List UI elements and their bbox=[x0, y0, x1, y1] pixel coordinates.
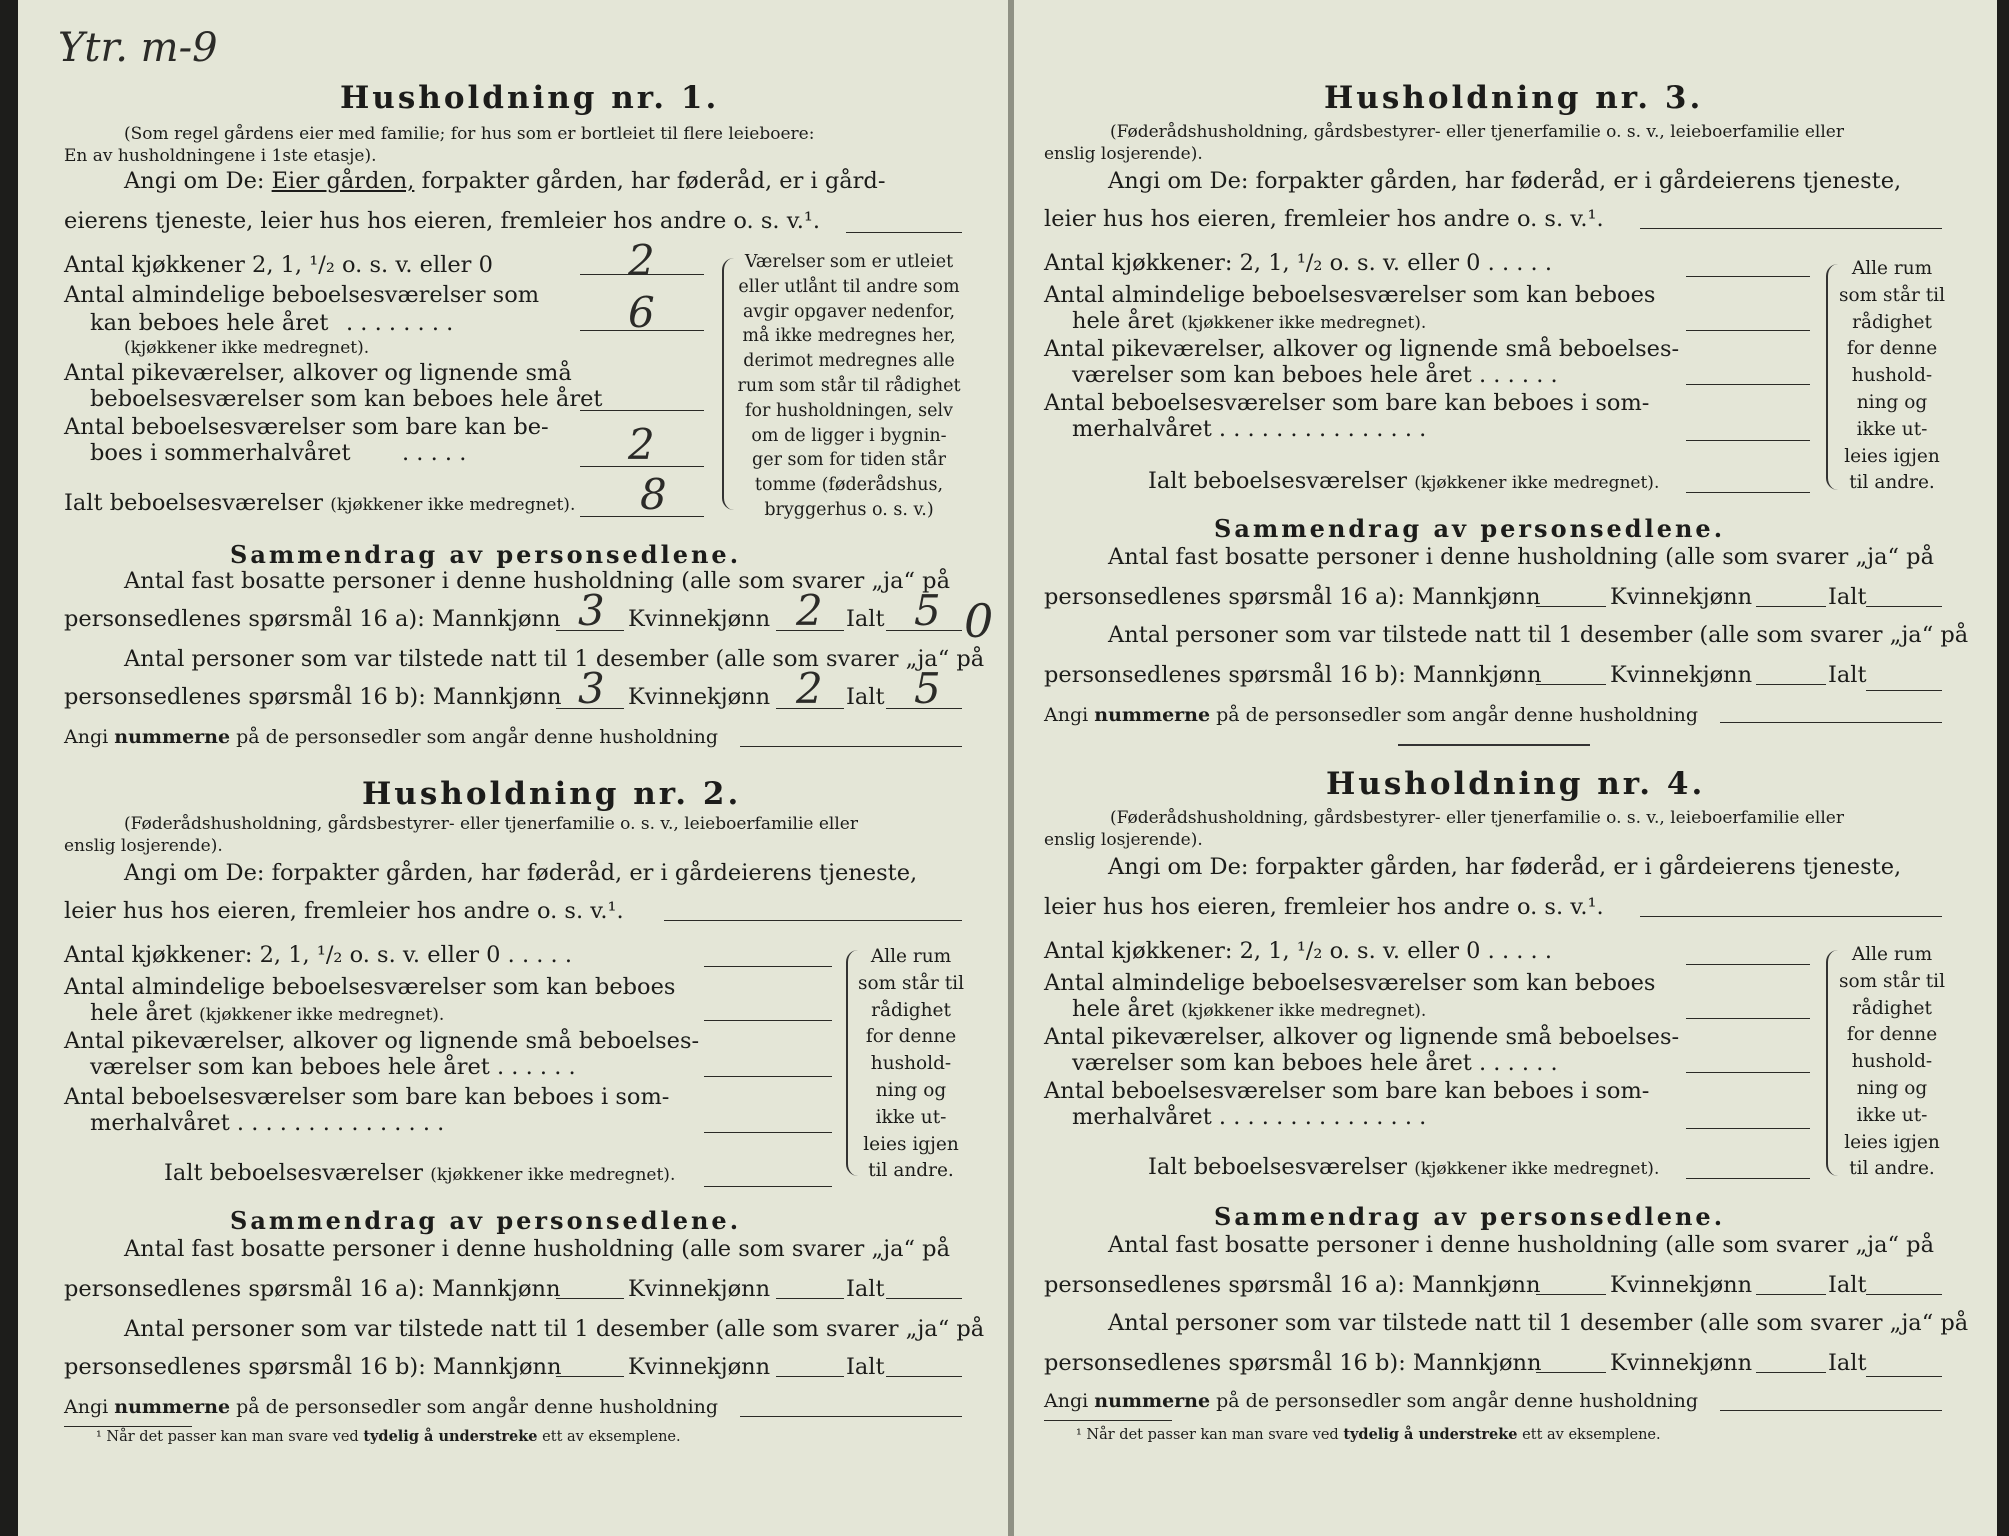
h2-kjokken-label: Antal kjøkkener: 2, 1, ¹/₂ o. s. v. eller 0 . . . . . bbox=[64, 942, 573, 968]
h4-s2-m-line bbox=[1536, 1372, 1606, 1373]
h1-alm-label-2: kan beboes hele året bbox=[90, 310, 329, 336]
h4-alm-line bbox=[1686, 1018, 1810, 1019]
h4-s2-ialt: Ialt bbox=[1828, 1350, 1867, 1376]
h1-kjokken-label: Antal kjøkkener 2, 1, ¹/₂ o. s. v. eller 0 bbox=[64, 252, 493, 278]
h4-s2-k-line bbox=[1756, 1372, 1826, 1373]
h2-angi-line bbox=[664, 920, 962, 921]
h4-sidenote: Alle rum som står til rådighet for denne hushold- ning og ikke ut- leies igjen til andre. bbox=[1838, 944, 1945, 1180]
h2-pike-label-1: Antal pikeværelser, alkover og lignende små beboelses- bbox=[64, 1028, 700, 1054]
h1-alm-label-3: (kjøkkener ikke medregnet). bbox=[124, 338, 370, 358]
household-1-title: Husholdning nr. 1. bbox=[340, 80, 720, 116]
h1-s2a: Antal personer som var tilstede natt til 1 desember (alle som svarer „ja“ på bbox=[124, 646, 985, 672]
h2-som-line bbox=[704, 1132, 832, 1133]
section-divider bbox=[1398, 744, 1590, 746]
h3-pike-label-1: Antal pikeværelser, alkover og lignende små beboelses- bbox=[1044, 336, 1680, 362]
h3-s2-ialt: Ialt bbox=[1828, 662, 1867, 688]
h3-som-line bbox=[1686, 440, 1810, 441]
h3-summary-title: Sammendrag av personsedlene. bbox=[1214, 514, 1726, 543]
h3-s2a: Antal personer som var tilstede natt til 1 desember (alle som svarer „ja“ på bbox=[1108, 622, 1969, 648]
h3-s1b: personsedlenes spørsmål 16 a): Mannkjønn bbox=[1044, 584, 1541, 610]
h1-s2-m-value: 3 bbox=[578, 664, 605, 713]
nummer-bold: nummerne bbox=[114, 1396, 231, 1418]
h3-s2-i-line bbox=[1866, 690, 1942, 691]
h3-alm-label-2 bbox=[1072, 308, 1426, 334]
alm-small-note: (kjøkkener ikke medregnet). bbox=[199, 1005, 445, 1025]
h4-pike-line bbox=[1686, 1072, 1810, 1073]
h1-pike-label-1: Antal pikeværelser, alkover og lignende små bbox=[64, 360, 572, 386]
h1-s1-ialt: Ialt bbox=[846, 606, 885, 632]
h3-s2b: personsedlenes spørsmål 16 b): Mannkjønn bbox=[1044, 662, 1542, 688]
nummer-pre: Angi bbox=[1044, 704, 1089, 726]
h4-som-line bbox=[1686, 1128, 1810, 1129]
footnote-pre: ¹ Når det passer kan man svare ved bbox=[96, 1429, 359, 1445]
alm-label: hele året bbox=[1072, 996, 1174, 1022]
nummer-post: på de personsedler som angår denne husholdning bbox=[236, 1396, 719, 1418]
h2-s2-ialt: Ialt bbox=[846, 1354, 885, 1380]
h4-s1-k-line bbox=[1756, 1294, 1826, 1295]
footnote-post: ett av eksemplene. bbox=[1522, 1427, 1661, 1443]
nummer-bold: nummerne bbox=[114, 726, 231, 748]
angi-answer-line bbox=[846, 232, 962, 233]
h1-kjokken-value: 2 bbox=[628, 236, 655, 285]
ialt-small-note: (kjøkkener ikke medregnet). bbox=[1414, 473, 1660, 493]
household-2-note-line2: enslig losjerende). bbox=[64, 836, 223, 856]
left-footnote bbox=[96, 1428, 681, 1445]
h2-nummer-line bbox=[740, 1416, 962, 1417]
nummer-pre: Angi bbox=[1044, 1390, 1089, 1412]
h3-s1-kvinne: Kvinnekjønn bbox=[1610, 584, 1753, 610]
nummer-pre: Angi bbox=[64, 1396, 109, 1418]
h2-ialt-label bbox=[164, 1160, 675, 1186]
h1-s1-i-extra: 0 bbox=[964, 594, 994, 648]
h2-s1-k-line bbox=[776, 1298, 844, 1299]
h3-pike-line bbox=[1686, 384, 1810, 385]
nummer-post: på de personsedler som angår denne husholdning bbox=[236, 726, 719, 748]
h2-s2b: personsedlenes spørsmål 16 b): Mannkjønn bbox=[64, 1354, 562, 1380]
h3-s1a: Antal fast bosatte personer i denne husholdning (alle som svarer „ja“ på bbox=[1108, 544, 1934, 570]
nummer-bold: nummerne bbox=[1094, 1390, 1211, 1412]
alm-small-note: (kjøkkener ikke medregnet). bbox=[1181, 313, 1427, 333]
left-footnote-rule bbox=[64, 1426, 192, 1427]
h1-s1b: personsedlenes spørsmål 16 a): Mannkjønn bbox=[64, 606, 561, 632]
household-4-title: Husholdning nr. 4. bbox=[1326, 766, 1706, 802]
h1-som-dots: . . . . . bbox=[402, 440, 467, 466]
ialt-label: Ialt beboelsesværelser bbox=[1148, 1154, 1408, 1180]
h4-kjokken-label: Antal kjøkkener: 2, 1, ¹/₂ o. s. v. eller 0 . . . . . bbox=[1044, 938, 1553, 964]
h2-s1-ialt: Ialt bbox=[846, 1276, 885, 1302]
h2-s1b: personsedlenes spørsmål 16 a): Mannkjønn bbox=[64, 1276, 561, 1302]
h1-s1-m-value: 3 bbox=[578, 586, 605, 635]
household-2-angi-line2: leier hus hos eieren, fremleier hos andre o. s. v.¹. bbox=[64, 898, 624, 924]
h3-som-label-1: Antal beboelsesværelser som bare kan beboes i som- bbox=[1044, 390, 1650, 416]
h1-som-label-1: Antal beboelsesværelser som bare kan be- bbox=[64, 414, 549, 440]
angi-prefix: Angi om De: bbox=[124, 168, 265, 194]
h2-som-label-1: Antal beboelsesværelser som bare kan beboes i som- bbox=[64, 1084, 670, 1110]
nummer-bold: nummerne bbox=[1094, 704, 1211, 726]
h1-nummer bbox=[64, 726, 718, 748]
h4-pike-label-2: værelser som kan beboes hele året . . . . . . bbox=[1072, 1050, 1558, 1076]
h3-alm-line bbox=[1686, 330, 1810, 331]
h1-som-label-2: boes i sommerhalvåret bbox=[90, 440, 351, 466]
h4-s1b: personsedlenes spørsmål 16 a): Mannkjønn bbox=[1044, 1272, 1541, 1298]
h1-s1a: Antal fast bosatte personer i denne husholdning (alle som svarer „ja“ på bbox=[124, 568, 950, 594]
h4-som-label-1: Antal beboelsesværelser som bare kan beboes i som- bbox=[1044, 1078, 1650, 1104]
household-3-angi-line2: leier hus hos eieren, fremleier hos andre o. s. v.¹. bbox=[1044, 206, 1604, 232]
h3-nummer-line bbox=[1720, 722, 1942, 723]
h4-s1a: Antal fast bosatte personer i denne husholdning (alle som svarer „ja“ på bbox=[1108, 1232, 1934, 1258]
h2-s2-m-line bbox=[556, 1376, 624, 1377]
h3-s2-kvinne: Kvinnekjønn bbox=[1610, 662, 1753, 688]
h3-nummer bbox=[1044, 704, 1698, 726]
h3-ialt-line bbox=[1686, 492, 1810, 493]
h1-alm-label-1: Antal almindelige beboelsesværelser som bbox=[64, 282, 540, 308]
h4-pike-label-1: Antal pikeværelser, alkover og lignende små beboelses- bbox=[1044, 1024, 1680, 1050]
h3-s1-k-line bbox=[1756, 606, 1826, 607]
h1-s1-i-value: 5 bbox=[914, 586, 941, 635]
h4-som-label-2: merhalvåret . . . . . . . . . . . . . . . bbox=[1072, 1104, 1427, 1130]
household-1-angi-line2: eierens tjeneste, leier hus hos eieren, fremleier hos andre o. s. v.¹. bbox=[64, 208, 821, 234]
h4-s1-ialt: Ialt bbox=[1828, 1272, 1867, 1298]
h2-s2-k-line bbox=[776, 1376, 844, 1377]
h1-s1-kvinne: Kvinnekjønn bbox=[628, 606, 771, 632]
h2-s1-i-line bbox=[886, 1298, 962, 1299]
h1-s2-ialt: Ialt bbox=[846, 684, 885, 710]
h3-s2-m-line bbox=[1536, 684, 1606, 685]
h4-nummer bbox=[1044, 1390, 1698, 1412]
h1-ialt-label bbox=[64, 490, 575, 516]
handwritten-corner-note: Ytr. m-9 bbox=[58, 25, 218, 71]
h2-s2-i-line bbox=[886, 1376, 962, 1377]
household-1-angi-line1 bbox=[124, 168, 885, 194]
h1-s2-i-value: 5 bbox=[914, 664, 941, 713]
h2-s1-kvinne: Kvinnekjønn bbox=[628, 1276, 771, 1302]
h2-s1a: Antal fast bosatte personer i denne husholdning (alle som svarer „ja“ på bbox=[124, 1236, 950, 1262]
h3-s1-m-line bbox=[1536, 606, 1606, 607]
h4-s1-i-line bbox=[1866, 1294, 1942, 1295]
angi-underlined-option: Eier gården, bbox=[271, 168, 415, 194]
h2-pike-line bbox=[704, 1076, 832, 1077]
household-4-note-line2: enslig losjerende). bbox=[1044, 830, 1203, 850]
right-footnote bbox=[1076, 1426, 1661, 1443]
h2-ialt-line bbox=[704, 1186, 832, 1187]
alm-label: hele året bbox=[90, 1000, 192, 1026]
h1-pike-label-2: beboelsesværelser som kan beboes hele året bbox=[90, 386, 603, 412]
footnote-post: ett av eksemplene. bbox=[542, 1429, 681, 1445]
alm-label: hele året bbox=[1072, 308, 1174, 334]
nummer-post: på de personsedler som angår denne husholdning bbox=[1216, 704, 1699, 726]
household-2-angi-line1: Angi om De: forpakter gården, har føderåd, er i gårdeierens tjeneste, bbox=[124, 860, 918, 886]
h4-s2-i-line bbox=[1866, 1376, 1942, 1377]
h2-s2a: Antal personer som var tilstede natt til 1 desember (alle som svarer „ja“ på bbox=[124, 1316, 985, 1342]
household-4-note-line1: (Føderådshusholdning, gårdsbestyrer- eller tjenerfamilie o. s. v., leieboerfamilie eller bbox=[1110, 808, 1844, 828]
h3-kjokken-label: Antal kjøkkener: 2, 1, ¹/₂ o. s. v. eller 0 . . . . . bbox=[1044, 250, 1553, 276]
h2-alm-line bbox=[704, 1020, 832, 1021]
angi-suffix: forpakter gården, har føderåd, er i gård- bbox=[421, 168, 886, 194]
h4-kjokken-line bbox=[1686, 964, 1810, 965]
h4-angi-line bbox=[1640, 916, 1942, 917]
h2-s2-kvinne: Kvinnekjønn bbox=[628, 1354, 771, 1380]
h2-summary-title: Sammendrag av personsedlene. bbox=[230, 1206, 742, 1235]
h2-alm-label-1: Antal almindelige beboelsesværelser som kan beboes bbox=[64, 974, 676, 1000]
h4-summary-title: Sammendrag av personsedlene. bbox=[1214, 1202, 1726, 1231]
h4-s1-m-line bbox=[1536, 1294, 1606, 1295]
footnote-pre: ¹ Når det passer kan man svare ved bbox=[1076, 1427, 1339, 1443]
household-3-note-line1: (Føderådshusholdning, gårdsbestyrer- eller tjenerfamilie o. s. v., leieboerfamilie eller bbox=[1110, 122, 1844, 142]
ialt-label: Ialt beboelsesværelser bbox=[1148, 468, 1408, 494]
h4-ialt-label bbox=[1148, 1154, 1659, 1180]
h3-s2-k-line bbox=[1756, 684, 1826, 685]
h3-pike-label-2: værelser som kan beboes hele året . . . . . . bbox=[1072, 362, 1558, 388]
h4-nummer-line bbox=[1720, 1410, 1942, 1411]
h4-s1-kvinne: Kvinnekjønn bbox=[1610, 1272, 1753, 1298]
h4-ialt-line bbox=[1686, 1178, 1810, 1179]
footnote-bold: tydelig å understreke bbox=[363, 1428, 538, 1445]
h4-alm-label-1: Antal almindelige beboelsesværelser som kan beboes bbox=[1044, 970, 1656, 996]
h3-s1-ialt: Ialt bbox=[1828, 584, 1867, 610]
h1-som-value: 2 bbox=[628, 420, 655, 469]
h2-nummer bbox=[64, 1396, 718, 1418]
h2-pike-label-2: værelser som kan beboes hele året . . . . . . bbox=[90, 1054, 576, 1080]
household-1-note-line2: En av husholdningene i 1ste etasje). bbox=[64, 146, 377, 166]
h1-alm-dots: . . . . . . . . bbox=[346, 310, 454, 336]
h3-som-label-2: merhalvåret . . . . . . . . . . . . . . . bbox=[1072, 416, 1427, 442]
ialt-small-note: (kjøkkener ikke medregnet). bbox=[1414, 1159, 1660, 1179]
h1-sidenote: Værelser som er utleiet eller utlånt til andre som avgir opgaver nedenfor, må ikke medregnes her, derimot medregnes alle rum som står til rådighet for husholdningen, selv om de ligger i bygnin- ger som for tiden står tomme (føderådshus, bryggerhus o. s. v.) bbox=[737, 252, 961, 520]
h1-nummer-line bbox=[740, 746, 962, 747]
h2-alm-label-2 bbox=[90, 1000, 444, 1026]
household-3-angi-line1: Angi om De: forpakter gården, har føderåd, er i gårdeierens tjeneste, bbox=[1108, 168, 1902, 194]
h3-kjokken-line bbox=[1686, 276, 1810, 277]
h1-s2b: personsedlenes spørsmål 16 b): Mannkjønn bbox=[64, 684, 562, 710]
household-4-angi-line2: leier hus hos eieren, fremleier hos andre o. s. v.¹. bbox=[1044, 894, 1604, 920]
h2-s1-m-line bbox=[556, 1298, 624, 1299]
h1-pike-line bbox=[580, 410, 704, 411]
h3-angi-line bbox=[1640, 228, 1942, 229]
h1-s2-k-value: 2 bbox=[796, 664, 823, 713]
alm-small-note: (kjøkkener ikke medregnet). bbox=[1181, 1001, 1427, 1021]
h3-alm-label-1: Antal almindelige beboelsesværelser som kan beboes bbox=[1044, 282, 1656, 308]
h4-s2-kvinne: Kvinnekjønn bbox=[1610, 1350, 1753, 1376]
ialt-label: Ialt beboelsesværelser bbox=[164, 1160, 424, 1186]
h4-s2b: personsedlenes spørsmål 16 b): Mannkjønn bbox=[1044, 1350, 1542, 1376]
household-3-title: Husholdning nr. 3. bbox=[1324, 80, 1704, 116]
h1-alm-value: 6 bbox=[628, 288, 655, 337]
right-footnote-rule bbox=[1044, 1420, 1172, 1421]
h3-s1-i-line bbox=[1866, 606, 1942, 607]
nummer-pre: Angi bbox=[64, 726, 109, 748]
household-2-title: Husholdning nr. 2. bbox=[362, 776, 742, 812]
h2-som-label-2: merhalvåret . . . . . . . . . . . . . . . bbox=[90, 1110, 445, 1136]
h1-s2-kvinne: Kvinnekjønn bbox=[628, 684, 771, 710]
ialt-small-note: (kjøkkener ikke medregnet). bbox=[430, 1165, 676, 1185]
h1-ialt-value: 8 bbox=[640, 470, 667, 519]
ialt-small-note: (kjøkkener ikke medregnet). bbox=[330, 495, 576, 515]
household-2-note-line1: (Føderådshusholdning, gårdsbestyrer- eller tjenerfamilie o. s. v., leieboerfamilie eller bbox=[124, 814, 858, 834]
household-1-note-line1: (Som regel gårdens eier med familie; for hus som er bortleiet til flere leieboere: bbox=[124, 124, 815, 144]
h3-ialt-label bbox=[1148, 468, 1659, 494]
nummer-post: på de personsedler som angår denne husholdning bbox=[1216, 1390, 1699, 1412]
h1-summary-title: Sammendrag av personsedlene. bbox=[230, 540, 742, 569]
household-4-angi-line1: Angi om De: forpakter gården, har føderåd, er i gårdeierens tjeneste, bbox=[1108, 854, 1902, 880]
h1-s1-k-value: 2 bbox=[796, 586, 823, 635]
ialt-label: Ialt beboelsesværelser bbox=[64, 490, 324, 516]
h4-alm-label-2 bbox=[1072, 996, 1426, 1022]
h2-kjokken-line bbox=[704, 966, 832, 967]
household-3-note-line2: enslig losjerende). bbox=[1044, 144, 1203, 164]
page-fold bbox=[1008, 0, 1014, 1536]
h2-sidenote: Alle rum som står til rådighet for denne hushold- ning og ikke ut- leies igjen til andre. bbox=[857, 946, 964, 1182]
h4-s2a: Antal personer som var tilstede natt til 1 desember (alle som svarer „ja“ på bbox=[1108, 1310, 1969, 1336]
h3-sidenote: Alle rum som står til rådighet for denne hushold- ning og ikke ut- leies igjen til andre. bbox=[1838, 258, 1945, 494]
footnote-bold: tydelig å understreke bbox=[1343, 1426, 1518, 1443]
